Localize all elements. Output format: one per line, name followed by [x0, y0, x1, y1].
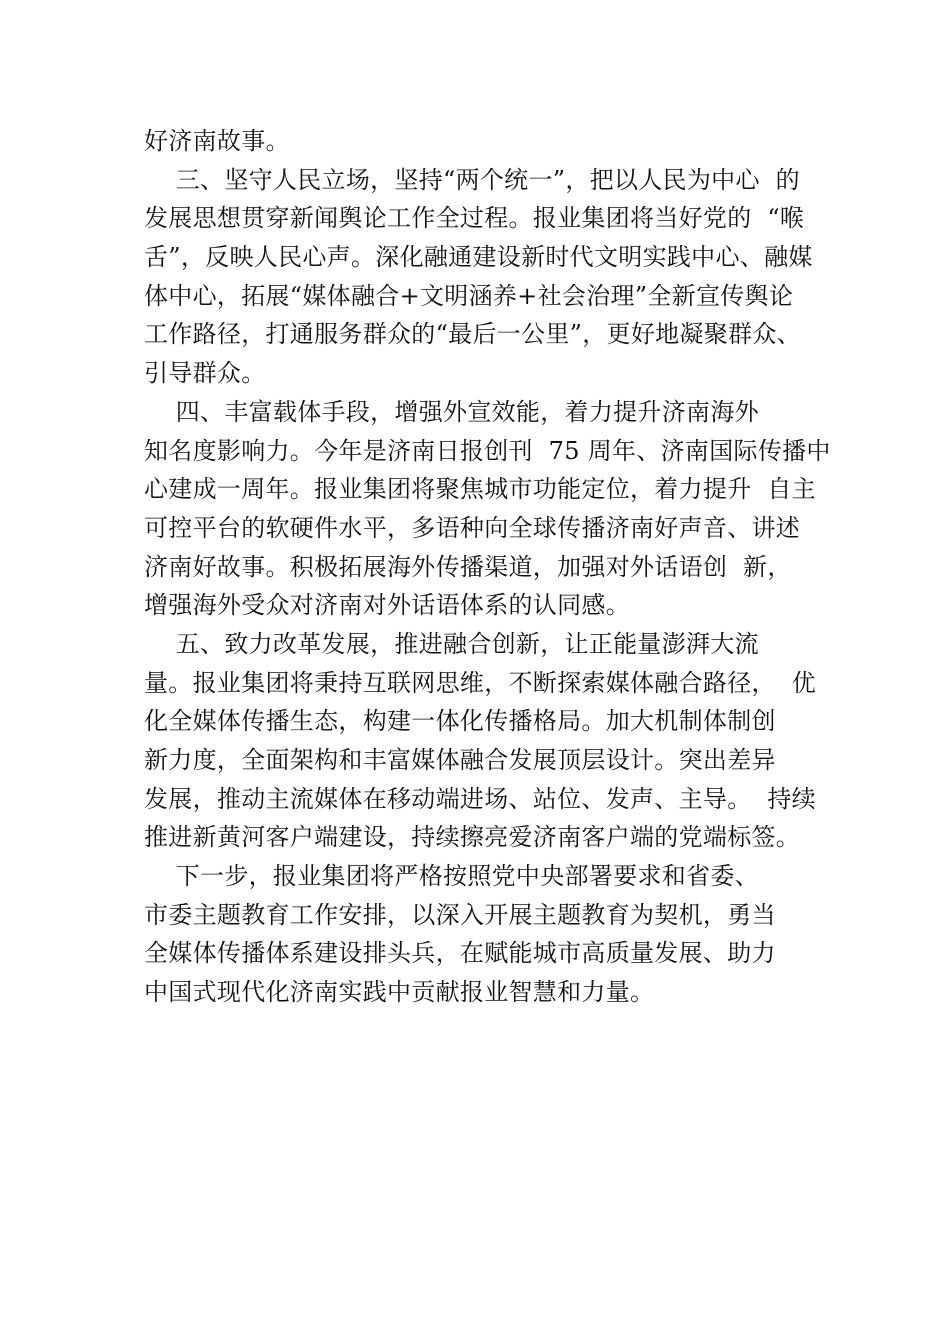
text-line: 体中心，拓展“媒体融合+文明涵养+社会治理”全新宣传舆论 — [144, 281, 794, 310]
text-line: 心建成一周年。报业集团将聚焦城市功能定位，着力提升 自主 — [144, 475, 816, 504]
text-line: 四、丰富载体手段，增强外宣效能，着力提升济南海外 — [144, 397, 759, 426]
text-line: 发展，推动主流媒体在移动端进场、站位、发声、主导。 持续 — [144, 784, 816, 813]
text-line: 发展思想贯穿新闻舆论工作全过程。报业集团将当好党的 “喉 — [144, 204, 805, 233]
text-line: 知名度影响力。今年是济南日报创刊 75 周年、济南国际传播中 — [144, 436, 831, 465]
text-line: 新力度，全面架构和丰富媒体融合发展顶层设计。突出差异 — [144, 746, 776, 774]
text-line: 中国式现代化济南实践中贡献报业智慧和力量。 — [144, 978, 655, 1007]
text-line: 济南好故事。积极拓展海外传播渠道，加强对外话语创 新， — [144, 552, 792, 581]
text-line: 全媒体传播体系建设排头兵，在赋能城市高质量发展、助力 — [144, 939, 776, 968]
text-line: 下一步，报业集团将严格按照党中央部署要求和省委、 — [144, 862, 759, 891]
text-line: 市委主题教育工作安排，以深入开展主题教育为契机，勇当 — [144, 900, 776, 929]
text-line: 工作路径，打通服务群众的“最后一公里”，更好地凝聚群众、 — [144, 320, 801, 349]
text-line: 三、坚守人民立场，坚持“两个统一”，把以人民为中心 的 — [144, 165, 800, 194]
text-line: 五、致力改革发展，推进融合创新，让正能量澎湃大流 — [144, 629, 759, 658]
text-line: 推进新黄河客户端建设，持续擦亮爱济南客户端的党端标签。 — [144, 823, 801, 852]
text-line: 舌”，反映人民心声。深化融通建设新时代文明实践中心、融媒 — [144, 243, 813, 272]
text-line: 增强海外受众对济南对外话语体系的认同感。 — [144, 591, 630, 620]
text-line: 量。报业集团将秉持互联网思维，不断探索媒体融合路径， 优 — [144, 668, 816, 697]
text-line: 化全媒体传播生态，构建一体化传播格局。加大机制体制创 — [144, 707, 776, 736]
document-body — [144, 122, 844, 1012]
text-line: 引导群众。 — [144, 359, 266, 388]
text-line: 可控平台的软硬件水平，多语种向全球传播济南好声音、讲述 — [144, 513, 801, 542]
text-line: 好济南故事。 — [144, 127, 290, 155]
